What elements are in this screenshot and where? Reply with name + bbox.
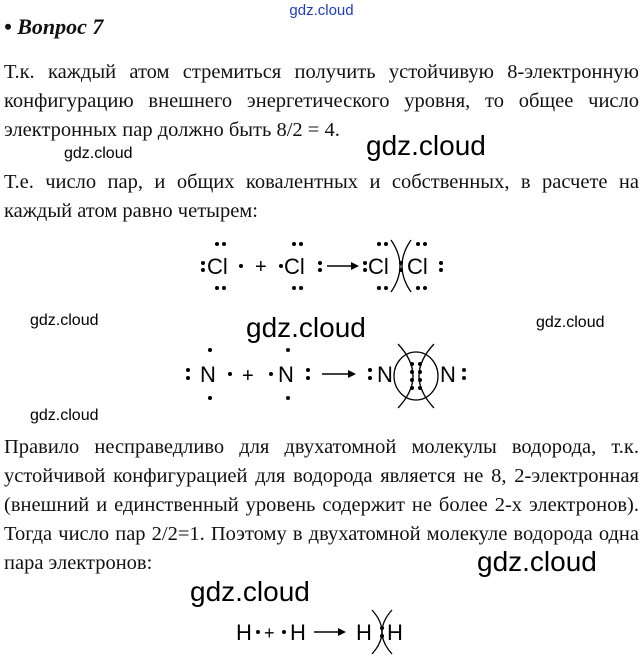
watermark: gdz.cloud (64, 145, 133, 162)
reaction-arrowhead-3 (338, 628, 346, 636)
cl-atom-2: Cl (284, 254, 305, 279)
n-atom-1: N (200, 362, 216, 387)
paragraph-2-text: Т.е. число пар, и общих ковалентных и собственных, в расчете на каждый атом равно четырем: (4, 171, 639, 222)
watermark: gdz.cloud (477, 546, 597, 577)
plus-sign-2: + (242, 365, 254, 387)
plus-sign-3: + (264, 623, 275, 643)
watermark: gdz.cloud (190, 576, 310, 607)
n-product-b: N (440, 362, 456, 387)
n-atom-2: N (278, 362, 294, 387)
chlorine-equation (195, 236, 455, 296)
watermark: gdz.cloud (30, 407, 99, 424)
cl-product-a: Cl (368, 254, 389, 279)
overlap-arc-left-3 (372, 610, 382, 654)
reaction-arrowhead-1 (351, 262, 359, 270)
watermark: gdz.cloud (30, 312, 99, 329)
reaction-arrowhead-2 (348, 370, 356, 378)
cl-product-b: Cl (407, 254, 428, 279)
h-product-a: H (356, 620, 372, 645)
n-product-a: N (377, 362, 393, 387)
paragraph-2 (4, 168, 639, 226)
shared-electron-ring (394, 352, 438, 400)
question-title: • Вопрос 7 (4, 14, 104, 39)
cl-atom-1: Cl (207, 254, 228, 279)
h-atom-1: H (236, 620, 252, 645)
paragraph-1-text: Т.к. каждый атом стремиться получить устойчивую 8-электронную конфигурацию внешнего энергетического уровня, то общее число электронных пар должно быть 8/2 = 4. (4, 61, 639, 141)
overlap-arc-left-2 (398, 344, 413, 408)
watermark: gdz.cloud (366, 130, 486, 161)
nitrogen-equation (180, 340, 470, 412)
watermark: gdz.cloud (536, 314, 605, 331)
h-product-b: H (387, 620, 403, 645)
overlap-arc-left-1 (391, 240, 400, 292)
h-atom-2: H (290, 620, 306, 645)
paragraph-3-text: Правило несправедливо для двухатомной молекулы водорода, т.к. устойчивой конфигурацией для водорода является не 8, 2-электронная (внешний и единственный уровень содержит не более 2-х электронов). Тогда число пар 2/2=1. Поэтому в двухатомной молекуле водорода одна пара электронов: (4, 436, 639, 574)
watermark-top: gdz.cloud (289, 2, 354, 19)
hydrogen-equation (230, 608, 410, 656)
overlap-arc-right-2 (419, 344, 434, 408)
plus-sign-1: + (255, 256, 267, 278)
watermark: gdz.cloud (246, 312, 366, 343)
paragraph-1 (4, 58, 639, 145)
